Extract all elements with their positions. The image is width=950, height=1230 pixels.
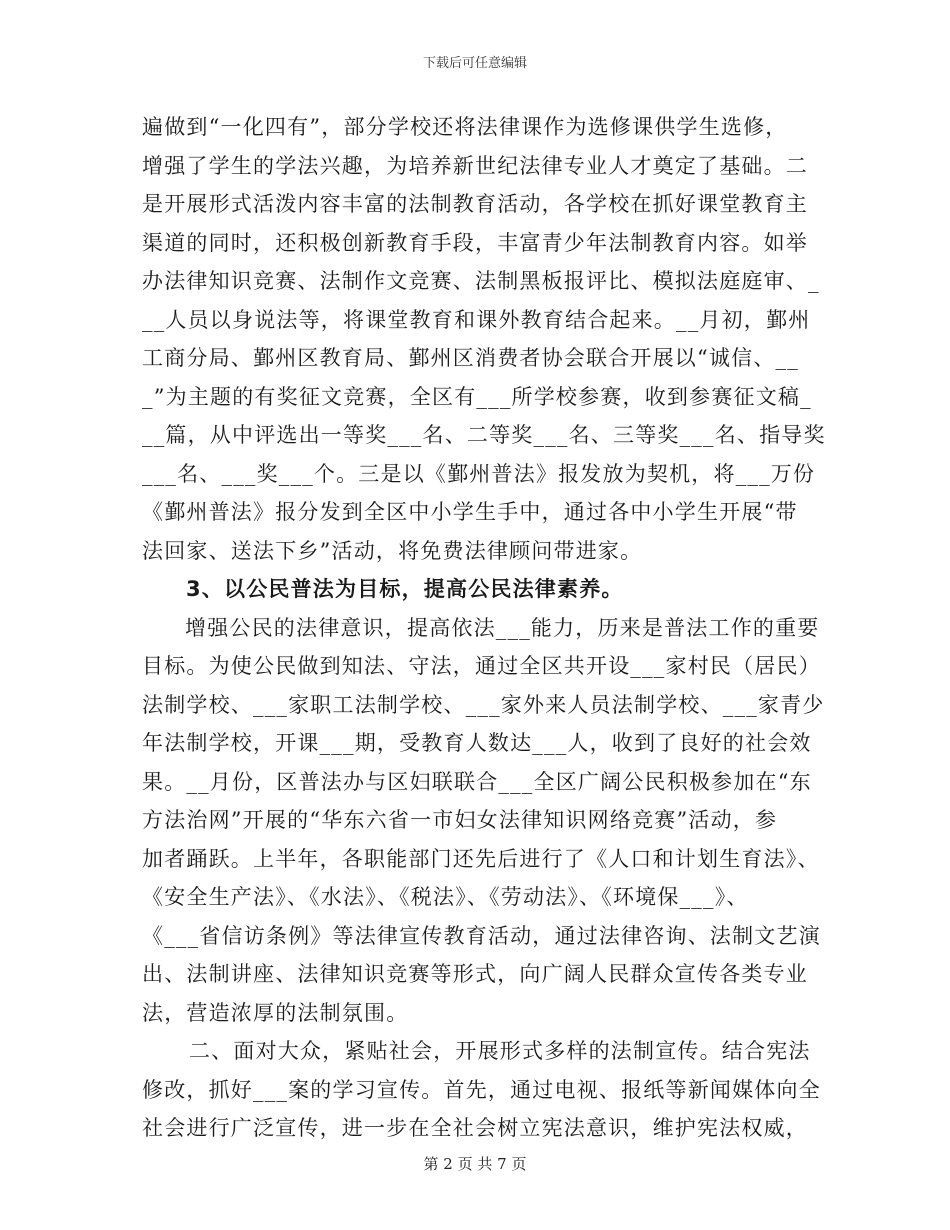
text-line: 目标。为使公民做到知法、守法，通过全区共开设___家村民（居民）: [142, 654, 821, 678]
document-body: [142, 108, 826, 1148]
text-line: _”为主题的有奖征文竞赛，全区有___所学校参赛，收到参赛征文稿_: [142, 384, 812, 409]
text-line: 渠道的同时，还积极创新教育手段，丰富青少年法制教育内容。如举: [142, 230, 808, 255]
text-line: 增强公民的法律意识，提高依法___能力，历来是普法工作的重要: [185, 615, 820, 640]
text-line: 增强了学生的学法兴趣，为培养新世纪法律专业人才奠定了基础。二: [142, 153, 808, 178]
text-line: 加者踊跃。上半年，各职能部门还先后进行了《人口和计划生育法》、: [142, 846, 820, 871]
section-heading: 3、以公民普法为目标，提高公民法律素养。: [186, 577, 624, 601]
text-line: 果。__月份，区普法办与区妇联联合___全区广阔公民积极参加在“东: [142, 769, 812, 794]
text-line: 办法律知识竞赛、法制作文竞赛、法制黑板报评比、模拟法庭庭审、_: [142, 269, 820, 293]
text-line: 年法制学校，开课___期，受教育人数达___人，收到了良好的社会效: [142, 731, 812, 755]
page-header-note: 下载后可任意编辑: [422, 56, 527, 71]
text-line: 二、面对大众，紧贴社会，开展形式多样的法制宣传。结合宪法: [189, 1039, 811, 1063]
text-line: 法回家、送法下乡”活动，将免费法律顾问带进家。: [142, 538, 643, 563]
text-line: 法，营造浓厚的法制氛围。: [142, 1000, 409, 1025]
text-line: ___名、___奖___个。三是以《鄞州普法》报发放为契机，将___万份: [142, 461, 816, 486]
text-line: 工商分局、鄞州区教育局、鄞州区消费者协会联合开展以“诚信、__: [142, 346, 799, 370]
text-line: __篇，从中评选出一等奖___名、二等奖___名、三等奖___名、指导奖: [142, 423, 826, 447]
text-line: __人员以身说法等，将课堂教育和课外教育结合起来。__月初，鄞州: [142, 307, 811, 332]
text-line: 方法治网”开展的“华东六省一市妇女法律知识网络竞赛”活动，参: [142, 808, 778, 832]
text-line: 法制学校、___家职工法制学校、___家外来人员法制学校、___家青少: [142, 692, 825, 717]
text-line: 是开展形式活泼内容丰富的法制教育活动，各学校在抓好课堂教育主: [142, 192, 808, 216]
page-number: 第 2 页 共 7 页: [423, 1155, 527, 1173]
text-line: 社会进行广泛宣传，进一步在全社会树立宪法意识，维护宪法权威，: [142, 1116, 808, 1140]
text-line: 修改，抓好___案的学习宣传。首先，通过电视、报纸等新闻媒体向全: [142, 1077, 821, 1102]
text-line: 出、法制讲座、法律知识竞赛等形式，向广阔人民群众宣传各类专业: [142, 962, 808, 986]
text-line: 《安全生产法》、《水法》、《税法》、《劳动法》、《环境保___》、: [142, 885, 749, 909]
text-line: 《___省信访条例》等法律宣传教育活动，通过法律咨询、法制文艺演: [142, 923, 821, 948]
text-line: 遍做到“一化四有”，部分学校还将法律课作为选修课供学生选修，: [142, 115, 788, 139]
text-line: 《鄞州普法》报分发到全区中小学生手中，通过各中小学生开展“带: [142, 500, 798, 524]
